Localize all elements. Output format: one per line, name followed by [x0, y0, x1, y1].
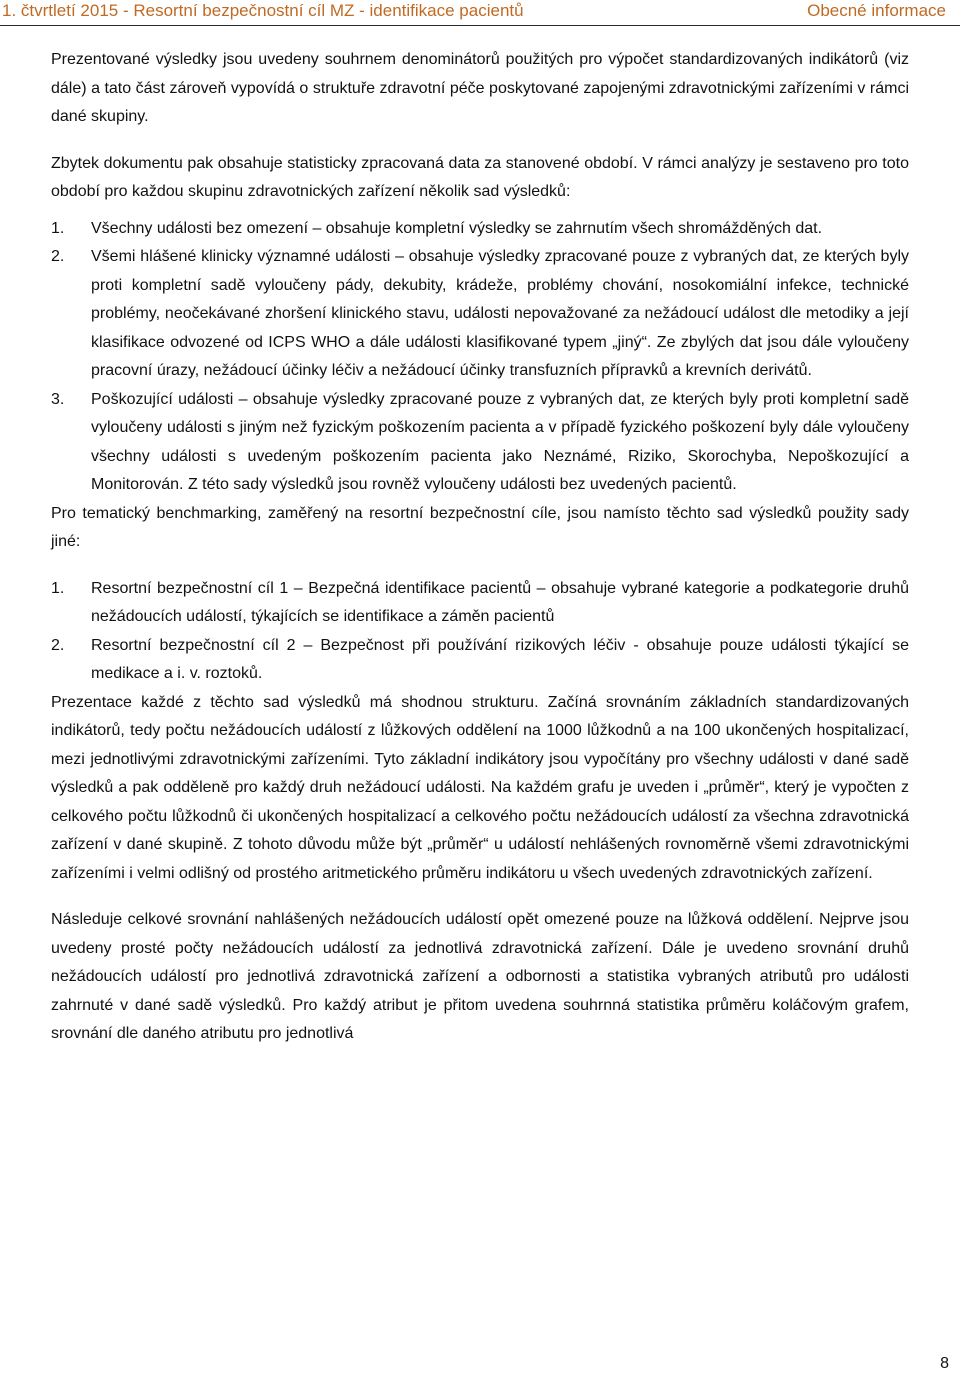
paragraph-result-sets: Zbytek dokumentu pak obsahuje statisticky zpracovaná data za stanovené období. V rámci analýzy je sestaveno pro toto období pro každou skupinu zdravotnických zařízení několik sad výsledků:: [51, 154, 909, 200]
list-item-number: 2.: [51, 636, 65, 654]
page-header: [0, 0, 960, 26]
list-item-text: Resortní bezpečnostní cíl 1 – Bezpečná identifikace pacientů – obsahuje vybrané kategorie a podkategorie druhů nežádoucích událostí, týkajících se identifikace a záměn pacientů: [91, 579, 909, 625]
list-item-text: Poškozující události – obsahuje výsledky zpracované pouze z vybraných dat, ze kterých byly proti kompletní sadě vyloučeny události s jiným než fyzickým poškozením pacienta a v případě fyzického poškození byly dále vyloučeny všechny události s uvedeným poškozením pacienta jako Neznámé, Riziko, Skorochyba, Nepoškozující a Monitorován. Z této sady výsledků jsou rovněž vyloučeny události bez uvedených pacientů.: [91, 390, 909, 493]
list-item-text: Všechny události bez omezení – obsahuje kompletní výsledky se zahrnutím všech shromážděných dat.: [91, 219, 823, 237]
header-section: Obecné informace: [807, 1, 946, 20]
paragraph-benchmarking: Pro tematický benchmarking, zaměřený na resortní bezpečnostní cíle, jsou namísto těchto sad výsledků použity sady jiné:: [51, 504, 909, 550]
list-item-number: 3.: [51, 390, 65, 408]
list-item-number: 1.: [51, 579, 65, 597]
list-item-number: 1.: [51, 219, 65, 237]
list-item-text: Resortní bezpečnostní cíl 2 – Bezpečnost při používání rizikových léčiv - obsahuje pouze události týkající se medikace a i. v. roztoků.: [91, 636, 909, 682]
page-number: 8: [940, 1355, 949, 1372]
list-item: [51, 243, 909, 386]
list-item: [51, 215, 909, 244]
list-item: [51, 632, 909, 689]
paragraph-intro: Prezentované výsledky jsou uvedeny souhrnem denominátorů použitých pro výpočet standardizovaných indikátorů (viz dále) a tato část zároveň vypovídá o struktuře zdravotní péče poskytované zapojenými zdravotnickými zařízeními v rámci dané skupiny.: [51, 51, 909, 125]
list-item: [51, 575, 909, 632]
document-body: [51, 46, 909, 1049]
paragraph-presentation: Prezentace každé z těchto sad výsledků má shodnou strukturu. Začíná srovnáním základních standardizovaných indikátorů, tedy počtu nežádoucích událostí z lůžkových oddělení na 1000 lůžkodnů a na 100 ukončených hospitalizací, mezi jednotlivými zdravotnickými zařízeními. Tyto základní indikátory jsou vypočítány pro všechny události v dané sadě výsledků a pak odděleně pro každý druh nežádoucí události. Na každém grafu je uveden i „průměr“, který je vypočten z celkového počtu lůžkodnů či ukončených hospitalizací a celkového počtu nežádoucích událostí za všechna zdravotnická zařízení v dané skupině. Z tohoto důvodu může být „průměr“ u událostí nehlášených rovnoměrně všemi zdravotnickými zařízeními i velmi odlišný od prostého aritmetického průměru indikátoru u všech uvedených zdravotnických zařízení.: [51, 693, 909, 882]
paragraph-comparison: Následuje celkové srovnání nahlášených nežádoucích událostí opět omezené pouze na lůžková oddělení. Nejprve jsou uvedeny prosté počty nežádoucích událostí za jednotlivá zdravotnická zařízení. Dále je uvedeno srovnání druhů nežádoucích událostí pro jednotlivá zdravotnická zařízení a odbornosti a statistika vybraných atributů pro události zahrnuté v dané sadě výsledků. Pro každý atribut je přitom uvedena souhrnná statistika průměru koláčovým grafem, srovnání dle daného atributu pro jednotlivá: [51, 911, 909, 1042]
header-title: 1. čtvrtletí 2015 - Resortní bezpečnostní cíl MZ - identifikace pacientů: [2, 1, 524, 20]
list-item: [51, 386, 909, 500]
list-item-text: Všemi hlášené klinicky významné události – obsahuje výsledky zpracované pouze z vybraných dat, ze kterých byly proti kompletní sadě vyloučeny pády, dekubity, krádeže, problémy chování, nosokomiální infekce, technické problémy, neočekávané zhoršení klinického stavu, události nepovažované za nežádoucí událost dle metodiky a její klasifikace odvozené od ICPS WHO a dále události klasifikované typem „jiný“. Ze zbylých dat jsou dále vyloučeny pracovní úrazy, nežádoucí účinky léčiv a nežádoucí účinky transfuzních přípravků a krevních derivátů.: [91, 248, 909, 379]
list-item-number: 2.: [51, 248, 65, 265]
